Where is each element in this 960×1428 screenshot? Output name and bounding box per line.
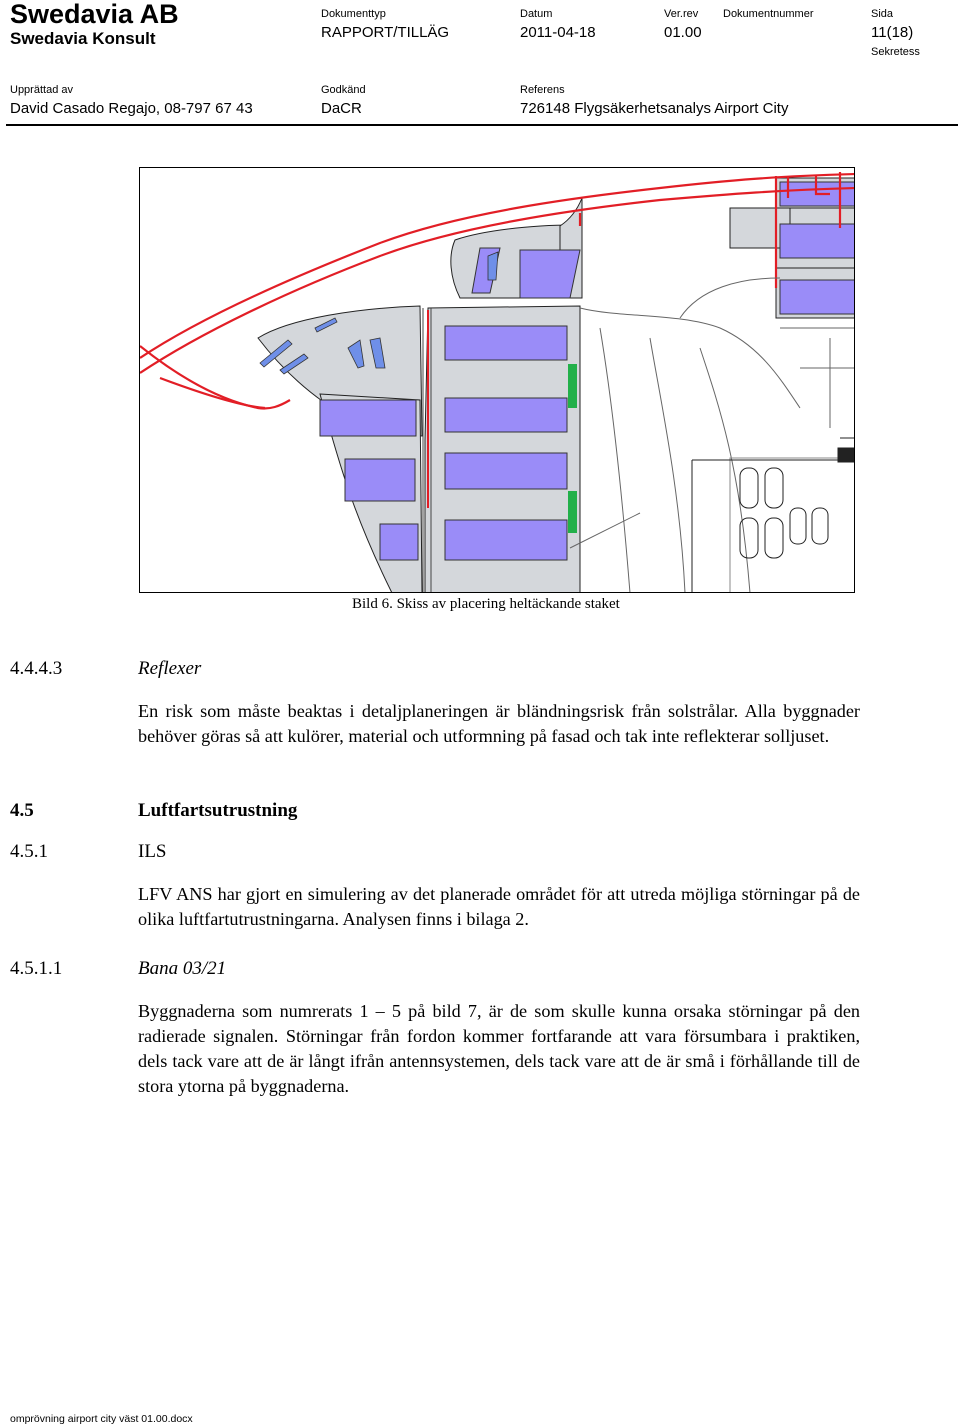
section-title-reflexer: Reflexer <box>138 658 202 679</box>
header-rule <box>6 124 958 126</box>
company-name: Swedavia AB <box>10 0 179 29</box>
docnum-label: Dokumentnummer <box>723 8 814 20</box>
approved-label: Godkänd <box>321 84 366 96</box>
reference-value: 726148 Flygsäkerhetsanalys Airport City <box>520 100 789 117</box>
doctype-label: Dokumenttyp <box>321 8 386 20</box>
footer-filename: omprövning airport city väst 01.00.docx <box>10 1413 193 1425</box>
site-plan-drawing <box>140 168 855 593</box>
paragraph-bana: Byggnaderna som numrerats 1 – 5 på bild 7, är de som skulle kunna orsaka störningar på den radierade signalen. Störningar från fordon kommer fortfarande att vara försumbara i praktiken, dels tack vare att de är långt ifrån antennsystemen, dels tack vare att de är små i förhållande till de stora ytorna på byggnaderna. <box>138 1001 860 1096</box>
date-label: Datum <box>520 8 553 20</box>
site-plan-figure <box>139 167 855 593</box>
subcompany-name: Swedavia Konsult <box>10 29 156 48</box>
apron-structures <box>692 438 855 593</box>
paragraph-reflexer: En risk som måste beaktas i detaljplaneringen är bländningsrisk från solstrålar. Alla byggnader behöver göras så att kulörer, material och utformning på fasad och tak inte reflekterar solljuset. <box>138 701 860 746</box>
doctype-value: RAPPORT/TILLÄG <box>321 24 450 41</box>
terrain-lines <box>570 278 855 593</box>
author-value: David Casado Regajo, 08-797 67 43 <box>10 100 253 117</box>
page-number: 11(18) <box>871 24 914 41</box>
section-number-4511: 4.5.1.1 <box>10 958 63 979</box>
section-number-451: 4.5.1 <box>10 841 48 862</box>
section-title-bana: Bana 03/21 <box>138 958 227 979</box>
section-number-45: 4.5 <box>10 800 34 821</box>
figure-caption: Bild 6. Skiss av placering heltäckande staket <box>352 596 620 612</box>
page-label: Sida <box>871 8 894 20</box>
approved-value: DaCR <box>321 100 362 117</box>
section-title-ils: ILS <box>138 841 167 862</box>
secrecy-label: Sekretess <box>871 46 920 58</box>
rev-value: 01.00 <box>664 24 702 41</box>
rev-label: Ver.rev <box>664 8 699 20</box>
section-title-luftfartsutrustning: Luftfartsutrustning <box>138 800 298 821</box>
reference-label: Referens <box>520 84 565 96</box>
author-label: Upprättad av <box>10 84 73 96</box>
section-number-4443: 4.4.4.3 <box>10 658 63 679</box>
date-value: 2011-04-18 <box>520 24 596 41</box>
paragraph-ils: LFV ANS har gjort en simulering av det planerade området för att utreda möjliga störningar på de olika luftfartutrustningarna. Analysen finns i bilaga 2. <box>138 884 860 929</box>
